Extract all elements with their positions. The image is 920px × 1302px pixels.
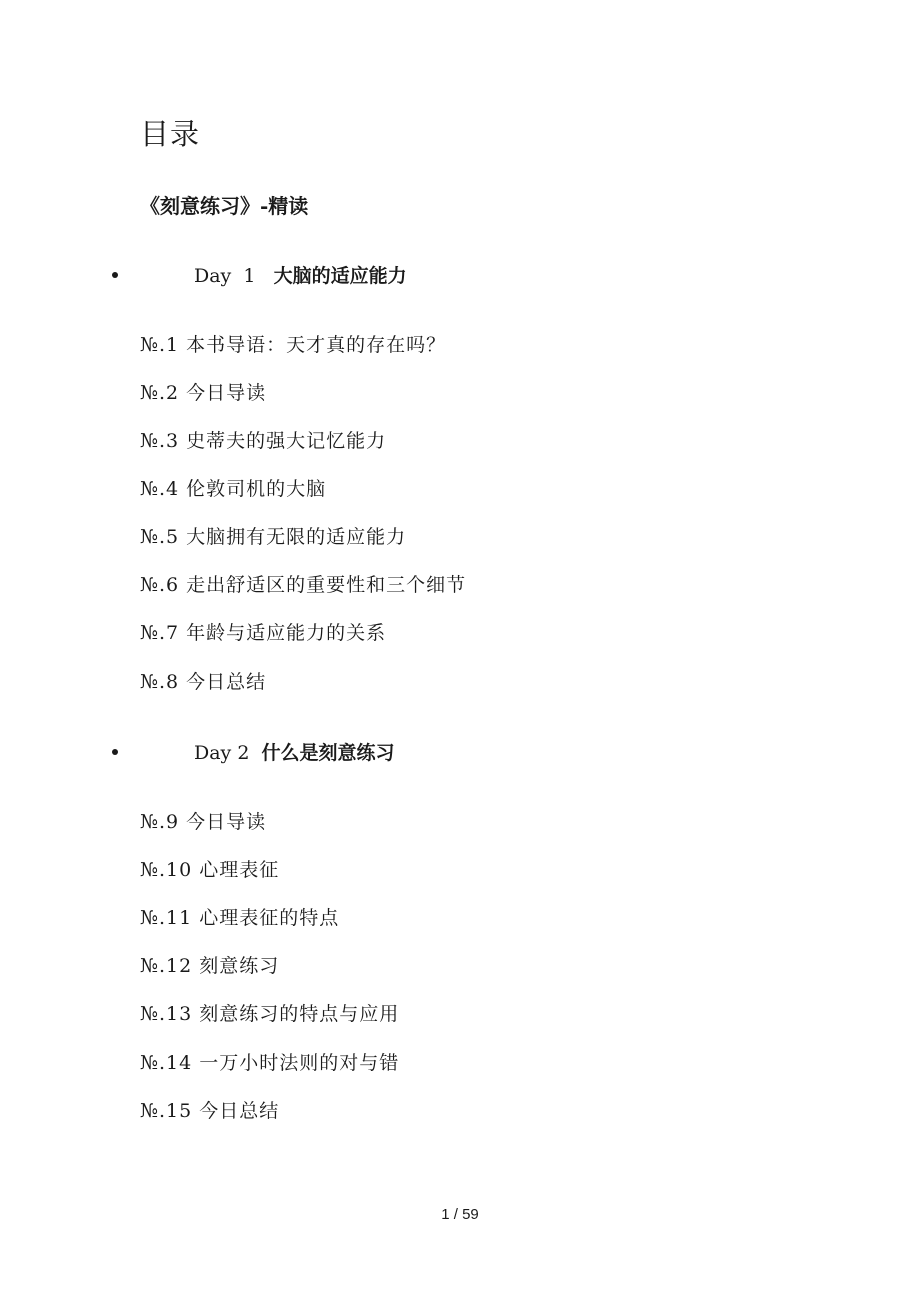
day-title: 什么是刻意练习 (261, 742, 395, 764)
entry-number: №.4 (140, 478, 180, 500)
entry-number: №.8 (140, 671, 180, 693)
bullet-icon (112, 272, 118, 278)
toc-entry[interactable] (140, 999, 399, 1029)
entry-number: №.11 (140, 907, 193, 929)
entry-number: №.7 (140, 622, 180, 644)
entry-number: №.6 (140, 574, 180, 596)
entry-title: 今日导读 (186, 811, 267, 833)
entry-number: №.12 (140, 955, 193, 977)
toc-day-heading[interactable] (0, 260, 920, 292)
entry-title: 刻意练习的特点与应用 (199, 1003, 400, 1025)
toc-entry[interactable] (140, 667, 266, 697)
toc-entry[interactable] (140, 855, 279, 885)
entry-title: 走出舒适区的重要性和三个细节 (186, 574, 467, 596)
entry-title: 心理表征 (199, 859, 280, 881)
entry-title: 伦敦司机的大脑 (186, 478, 327, 500)
day-number: Day 1 (194, 265, 256, 287)
toc-entry[interactable] (140, 426, 386, 456)
toc-entry[interactable] (140, 618, 386, 648)
entry-title: 本书导语：天才真的存在吗？ (186, 334, 447, 356)
entry-number: №.13 (140, 1003, 193, 1025)
toc-day-heading[interactable] (0, 737, 920, 769)
toc-entry[interactable] (140, 330, 446, 360)
toc-entry[interactable] (140, 378, 266, 408)
day-title: 大脑的适应能力 (273, 265, 407, 287)
entry-title: 一万小时法则的对与错 (199, 1052, 400, 1074)
toc-entry[interactable] (140, 570, 466, 600)
entry-number: №.2 (140, 382, 180, 404)
bullet-icon (112, 749, 118, 755)
entry-title: 刻意练习 (199, 955, 280, 977)
day-label-group (194, 737, 395, 769)
entry-number: №.10 (140, 859, 193, 881)
toc-entry[interactable] (140, 807, 266, 837)
entry-title: 年龄与适应能力的关系 (186, 622, 387, 644)
entry-title: 今日导读 (186, 382, 267, 404)
toc-entry[interactable] (140, 1048, 399, 1078)
toc-entry[interactable] (140, 951, 279, 981)
toc-heading: 目录 (140, 117, 201, 151)
day-label-group (194, 260, 407, 292)
toc-entry[interactable] (140, 474, 326, 504)
entry-number: №.9 (140, 811, 180, 833)
toc-entry[interactable] (140, 903, 339, 933)
toc-entry[interactable] (140, 522, 406, 552)
entry-title: 大脑拥有无限的适应能力 (186, 526, 407, 548)
entry-number: №.5 (140, 526, 180, 548)
entry-title: 今日总结 (186, 671, 267, 693)
page-number: 1 / 59 (441, 1206, 479, 1223)
entry-title: 史蒂夫的强大记忆能力 (186, 430, 387, 452)
entry-title: 今日总结 (199, 1100, 280, 1122)
toc-entry[interactable] (140, 1096, 279, 1126)
entry-number: №.14 (140, 1052, 193, 1074)
entry-title: 心理表征的特点 (199, 907, 340, 929)
day-number: Day 2 (194, 742, 250, 764)
entry-number: №.15 (140, 1100, 193, 1122)
book-title: 《刻意练习》-精读 (140, 194, 309, 218)
entry-number: №.1 (140, 334, 180, 356)
entry-number: №.3 (140, 430, 180, 452)
